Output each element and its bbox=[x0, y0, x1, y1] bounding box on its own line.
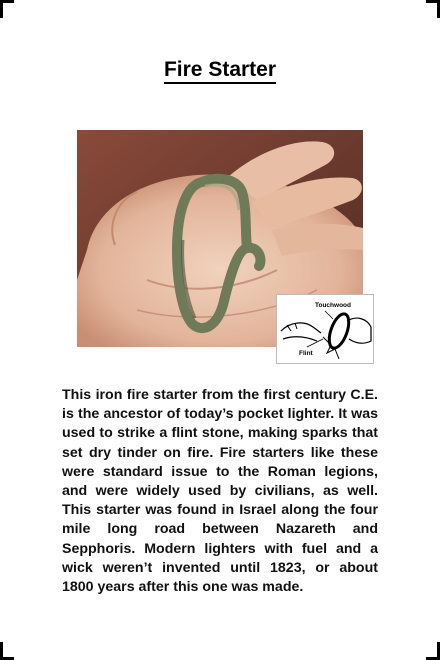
page-title bbox=[0, 58, 440, 82]
diagram-inset bbox=[276, 294, 374, 364]
touchwood-label: Touchwood bbox=[315, 302, 351, 309]
flint-label: Flint bbox=[299, 350, 313, 357]
page-title-text: Fire Starter bbox=[164, 58, 276, 84]
crop-mark-bottom-left bbox=[0, 642, 3, 660]
description-paragraph: This iron fire starter from the first century C.E. is the ancestor of today’s pocket lighter. It was used to strike a flint stone, making sparks that set dry tinder on fire. Fire starters like these were standard issue to the Roman legions, and were widely used by civilians, as well. This starter was found in Israel along the four mile long road between Nazareth and Sepphoris. Modern lighters with fuel and a wick weren’t invented until 1823, or about 1800 years after this one was made. bbox=[62, 387, 378, 596]
fire-starter-usage-diagram bbox=[277, 295, 373, 363]
crop-mark-top-left bbox=[0, 0, 3, 18]
